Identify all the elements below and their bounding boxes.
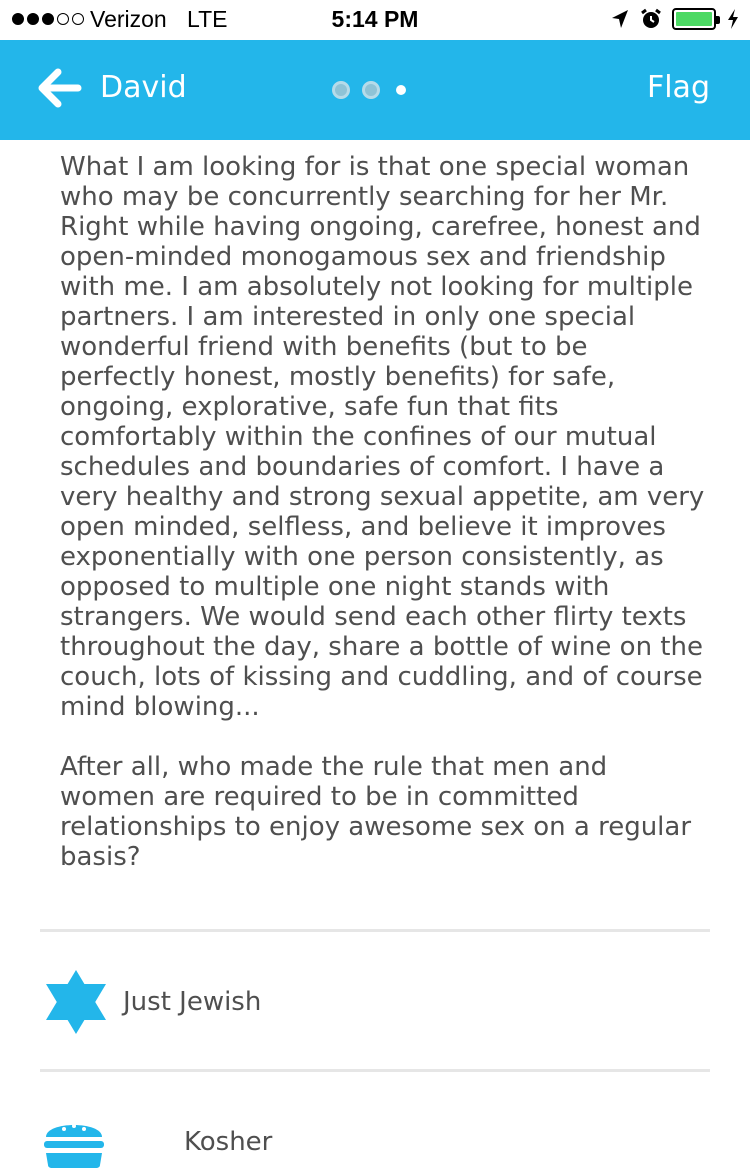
page-dot-current <box>396 85 406 95</box>
page-dot <box>332 81 350 99</box>
flag-button[interactable]: Flag <box>646 70 710 105</box>
divider <box>40 929 710 932</box>
attribute-label: Just Jewish <box>123 987 262 1017</box>
network-type: LTE <box>187 6 228 32</box>
burger-icon <box>42 1115 106 1169</box>
arrow-left-icon <box>36 68 82 108</box>
battery-icon <box>672 8 716 30</box>
page-dot <box>362 81 380 99</box>
location-arrow-icon <box>610 8 630 30</box>
page-indicator <box>332 81 406 99</box>
attribute-label: Kosher <box>184 1127 273 1157</box>
charging-bolt-icon <box>726 8 740 30</box>
divider <box>40 1069 710 1072</box>
bio-paragraph: After all, who made the rule that men and women are required to be in committed relationships to enjoy awesome sex on a regular basis? <box>60 752 692 872</box>
carrier-name: Verizon <box>90 6 167 32</box>
attribute-row-diet <box>40 1115 710 1169</box>
bio-paragraph: What I am looking for is that one special woman who may be concurrently searching for her Mr. Right while having ongoing, carefree, honest and open-minded monogamous sex and friendship with me. I am absolutely not looking for multiple partners. I am interested in only one special wonderful friend with benefits (but to be perfectly honest, mostly benefits) for safe, ongoing, explorative, safe fun that fits comfortably within the confines of our mutual schedules and boundaries of comfort. I have a very healthy and strong sexual appetite, am very open minded, selfless, and believe it improves exponentially with one person consistently, as opposed to multiple one night stands with strangers. We would send each other flirty texts throughout the day, share a bottle of wine on the couch, lots of kissing and cuddling, and of course mind blowing... <box>60 152 705 722</box>
back-button[interactable] <box>36 68 187 108</box>
status-bar <box>0 0 750 40</box>
status-time: 5:14 PM <box>331 6 419 32</box>
star-of-david-icon <box>43 968 109 1036</box>
alarm-clock-icon <box>640 8 662 30</box>
back-label: David <box>100 70 187 105</box>
attribute-row-religion <box>40 968 710 1036</box>
profile-bio <box>60 152 710 872</box>
nav-bar <box>0 40 750 140</box>
